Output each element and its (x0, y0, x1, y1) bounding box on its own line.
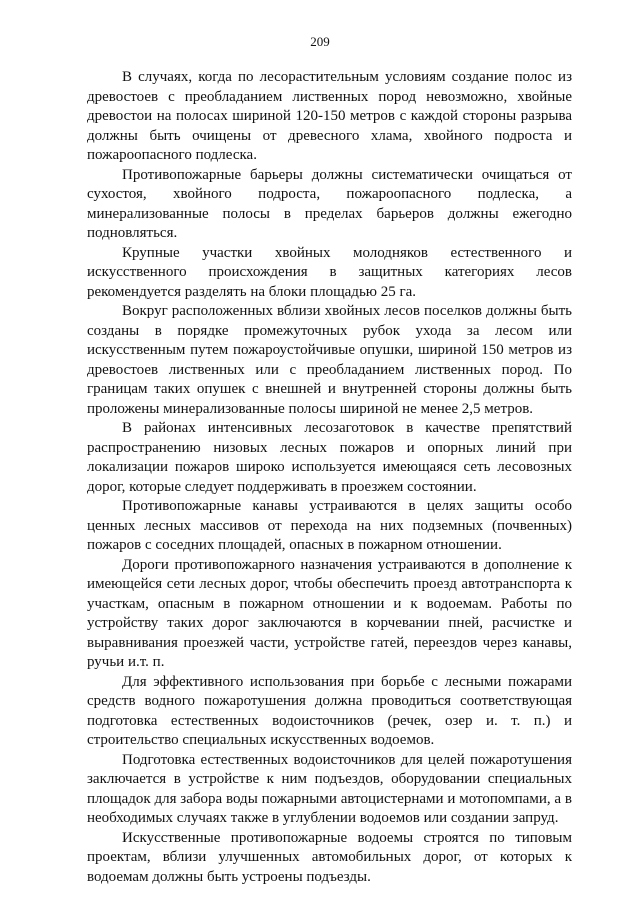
paragraph: Противопожарные канавы устраиваются в целях защиты особо ценных лесных массивов от перехода на них подземных (почвенных) пожаров с соседних площадей, опасных в пожарном отношении. (87, 498, 572, 553)
paragraph: В районах интенсивных лесозаготовок в качестве препятствий распространению низовых лесных пожаров и опорных линий при локализации пожаров широко используется имеющаяся сеть лесовозных дорог, которые следует поддерживать в проезжем состоянии. (87, 420, 572, 495)
paragraph: Вокруг расположенных вблизи хвойных лесов поселков должны быть созданы в порядке промежуточных рубок ухода за лесом или искусственным путем пожароустойчивые опушки, шириной 150 метров из древостоев лиственных или с преобладанием лиственных пород. По границам таких опушек с внешней и внутренней стороны должны быть проложены минерализованные полосы шириной не менее 2,5 метров. (87, 303, 572, 417)
paragraph: Противопожарные барьеры должны систематически очищаться от сухостоя, хвойного подроста, пожароопасного подлеска, а минерализованные полосы в пределах барьеров должны ежегодно подновляться. (87, 166, 572, 241)
page-number: 209 (310, 34, 330, 49)
paragraph: Дороги противопожарного назначения устраиваются в дополнение к имеющейся сети лесных дорог, чтобы обеспечить проезд автотранспорта к участкам, опасным в пожарном отношении и к водоемам. Работы по устройству таких дорог заключаются в корчевании пней, расчистке и выравнивания проезжей части, устройстве гатей, переездов через канавы, ручьи и.т. п. (87, 556, 572, 670)
paragraph: В случаях, когда по лесорастительным условиям создание полос из древостоев с преобладанием лиственных пород невозможно, хвойные древостои на полосах шириной 120-150 метров с каждой стороны разрыва должны быть очищены от древесного хлама, хвойного подроста и пожароопасного подлеска. (87, 69, 572, 163)
paragraph: Искусственные противопожарные водоемы строятся по типовым проектам, вблизи улучшенных автомобильных дорог, от которых к водоемам должны быть устроены подъезды. (87, 829, 572, 885)
paragraph: Крупные участки хвойных молодняков естественного и искусственного происхождения в защитных категориях лесов рекомендуется разделять на блоки площадью 25 га. (87, 244, 572, 300)
paragraph: Подготовка естественных водоисточников для целей пожаротушения заключается в устройстве к ним подъездов, оборудовании специальных площадок для забора воды пожарными автоцистернами и мотопомпами, а в необходимых случаях также в углублении водоемов или создании запруд. (87, 751, 572, 826)
paragraph: Для эффективного использования при борьбе с лесными пожарами средств водного пожаротушения должна проводиться соответствующая подготовка естественных водоисточников (речек, озер и. т. п.) и строительство специальных искусственных водоемов. (87, 673, 572, 748)
document-body (87, 68, 572, 887)
